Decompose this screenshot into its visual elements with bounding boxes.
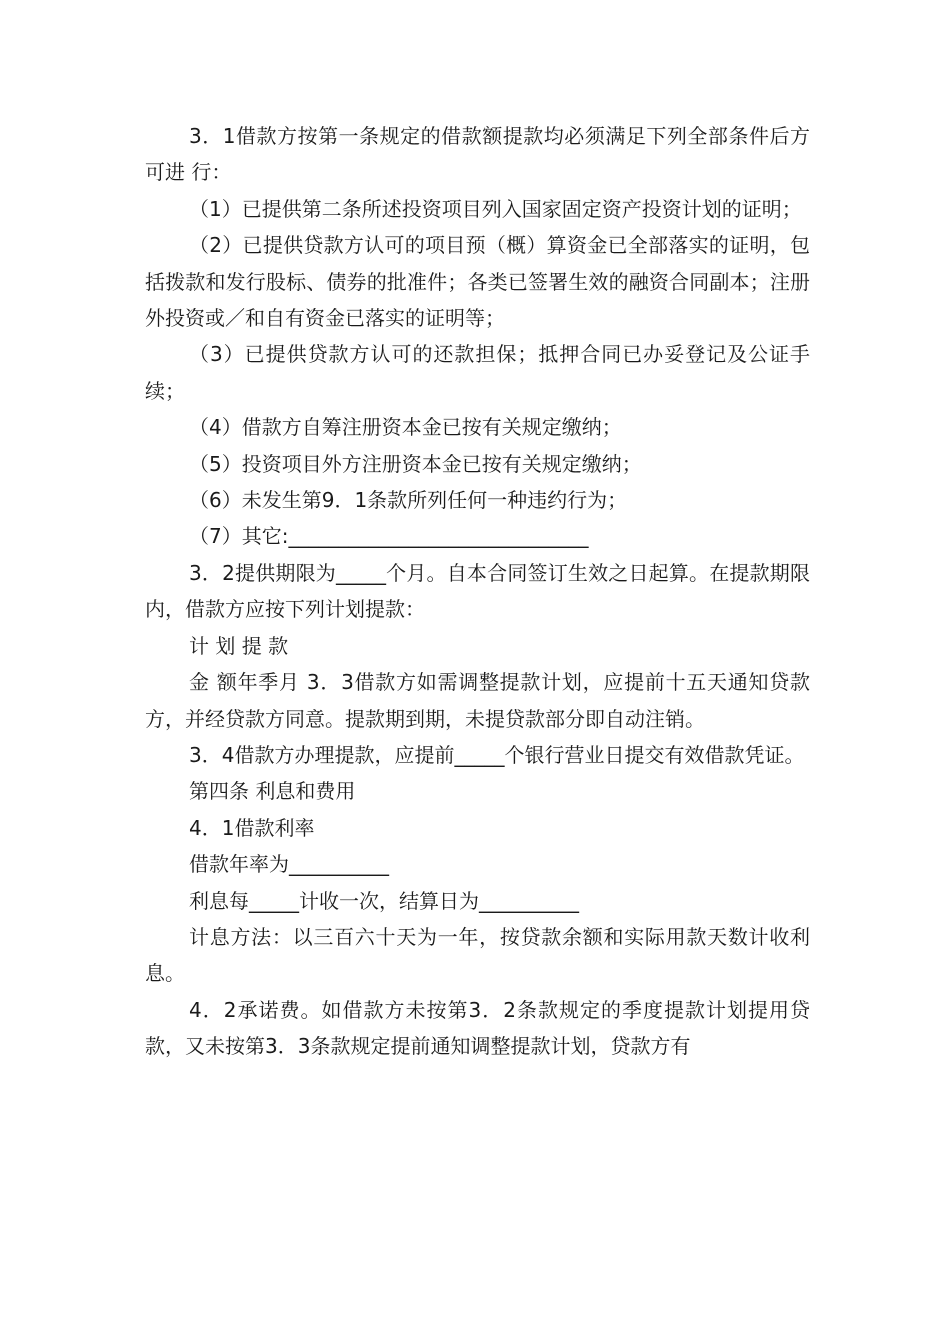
clause-4-1-heading: 4．1借款利率: [189, 815, 315, 840]
condition-2-paragraph: （2）已提供贷款方认可的项目预（概）算资金已全部落实的证明，包括拨款和发行股标、债券的批准件；各类已签署生效的融资合同副本；注册外投资或／和自有资金已落实的证明等；: [145, 233, 810, 331]
clause-3-4-paragraph: 3．4借款方办理提款，应提前_____个银行营业日提交有效借款凭证。: [189, 742, 805, 767]
interest-method-paragraph: 计息方法：以三百六十天为一年，按贷款余额和实际用款天数计收利息。: [145, 924, 810, 986]
condition-4-paragraph: （4）借款方自筹注册资本金已按有关规定缴纳；: [189, 415, 622, 440]
article-4-heading: 第四条 利息和费用: [189, 779, 356, 804]
plan-heading-paragraph: 计 划 提 款: [189, 633, 289, 658]
condition-1-paragraph: （1）已提供第二条所述投资项目列入国家固定资产投资计划的证明；: [189, 196, 802, 221]
condition-7-paragraph: （7）其它:______________________________: [189, 524, 589, 549]
condition-5-paragraph: （5）投资项目外方注册资本金已按有关规定缴纳；: [189, 451, 642, 476]
clause-3-3-paragraph: 金 额年季月 3．3借款方如需调整提款计划，应提前十五天通知贷款方，并经贷款方同意。提款期到期，未提贷款部分即自动注销。: [145, 670, 810, 731]
clause-3-1-paragraph: 3．1借款方按第一条规定的借款额提款均必须满足下列全部条件后方可进 行：: [145, 124, 810, 185]
clause-3-2-paragraph: 3．2提供期限为_____个月。自本合同签订生效之日起算。在提款期限内，借款方应按下列计划提款：: [145, 560, 810, 622]
document-page: [145, 118, 810, 1065]
condition-3-paragraph: （3）已提供贷款方认可的还款担保；抵押合同已办妥登记及公证手续；: [145, 342, 810, 403]
clause-4-2-paragraph: 4．2承诺费。如借款方未按第3．2条款规定的季度提款计划提用贷款，又未按第3．3条款规定提前通知调整提款计划，贷款方有: [145, 997, 810, 1059]
interest-period-paragraph: 利息每_____计收一次，结算日为__________: [189, 888, 579, 913]
annual-rate-paragraph: 借款年率为__________: [189, 852, 389, 877]
condition-6-paragraph: （6）未发生第9．1条款所列任何一种违约行为；: [189, 488, 628, 513]
